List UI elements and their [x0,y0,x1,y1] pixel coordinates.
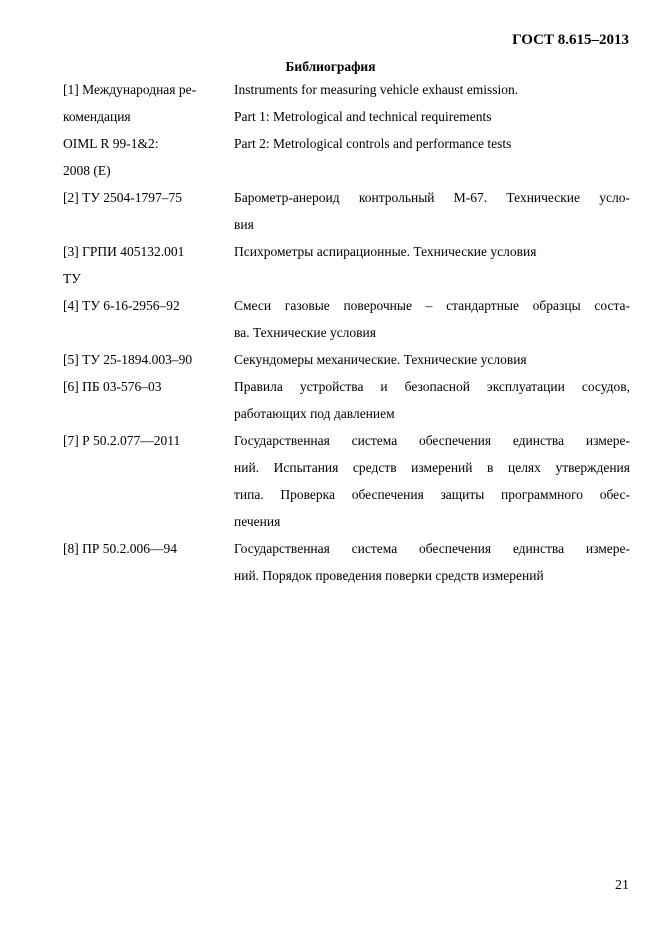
entry-title [234,292,630,346]
bibliography-entry-3 [63,238,630,292]
title-line: Барометр-анероид контрольный М-67. Технические усло- [234,190,630,205]
reference-line: OIML R 99-1&2: [63,136,159,151]
entry-reference [63,184,234,238]
entry-reference [63,373,234,427]
entry-title [234,427,630,535]
reference-line: [6] ПБ 03-576–03 [63,379,162,394]
entry-title [234,238,630,292]
bibliography-entry-4 [63,292,630,346]
bibliography-entry-1 [63,76,630,184]
title-line: Государственная система обеспечения единства измере- [234,541,630,556]
title-line: Психрометры аспирационные. Технические условия [234,244,537,259]
entry-reference [63,346,234,373]
bibliography-entry-7 [63,427,630,535]
title-line: Part 2: Metrological controls and performance tests [234,136,512,151]
title-line: печения [234,514,281,529]
reference-line: [2] ТУ 2504-1797–75 [63,190,183,205]
entry-title [234,184,630,238]
page-number: 21 [615,878,629,893]
title-line: Смеси газовые поверочные – стандартные образцы соста- [234,298,630,313]
bibliography-entry-6 [63,373,630,427]
reference-line: [8] ПР 50.2.006—94 [63,541,177,556]
title-line: ва. Технические условия [234,325,376,340]
entry-reference [63,427,234,535]
title-line: вия [234,217,254,232]
entry-title [234,76,630,184]
title-line: Part 1: Metrological and technical requirements [234,109,492,124]
reference-line: [4] ТУ 6-16-2956–92 [63,298,180,313]
title-line: ний. Порядок проведения поверки средств измерений [234,568,544,583]
title-line: Instruments for measuring vehicle exhaust emission. [234,82,519,97]
entry-reference [63,238,234,292]
reference-line: [1] Международная ре- [63,82,197,97]
entry-reference [63,76,234,184]
reference-line: комендация [63,109,131,124]
reference-line: [7] Р 50.2.077—2011 [63,433,181,448]
entry-reference [63,535,234,589]
reference-line: [5] ТУ 25-1894.003–90 [63,352,193,367]
title-line: ний. Испытания средств измерений в целях утверждения [234,460,630,475]
bibliography-entry-2 [63,184,630,238]
title-line: Государственная система обеспечения единства измере- [234,433,630,448]
entry-title [234,535,630,589]
reference-line: 2008 (E) [63,163,111,178]
section-title: Библиография [285,59,376,74]
bibliography-list [63,76,630,589]
title-line: типа. Проверка обеспечения защиты программного обес- [234,487,630,502]
entry-reference [63,292,234,346]
bibliography-entry-8 [63,535,630,589]
bibliography-entry-5 [63,346,630,373]
entry-title [234,373,630,427]
title-line: работающих под давлением [234,406,395,421]
document-code: ГОСТ 8.615–2013 [512,32,629,48]
entry-title [234,346,630,373]
title-line: Секундомеры механические. Технические условия [234,352,527,367]
title-line: Правила устройства и безопасной эксплуатации сосудов, [234,379,630,394]
reference-line: [3] ГРПИ 405132.001 [63,244,185,259]
reference-line: ТУ [63,271,81,286]
